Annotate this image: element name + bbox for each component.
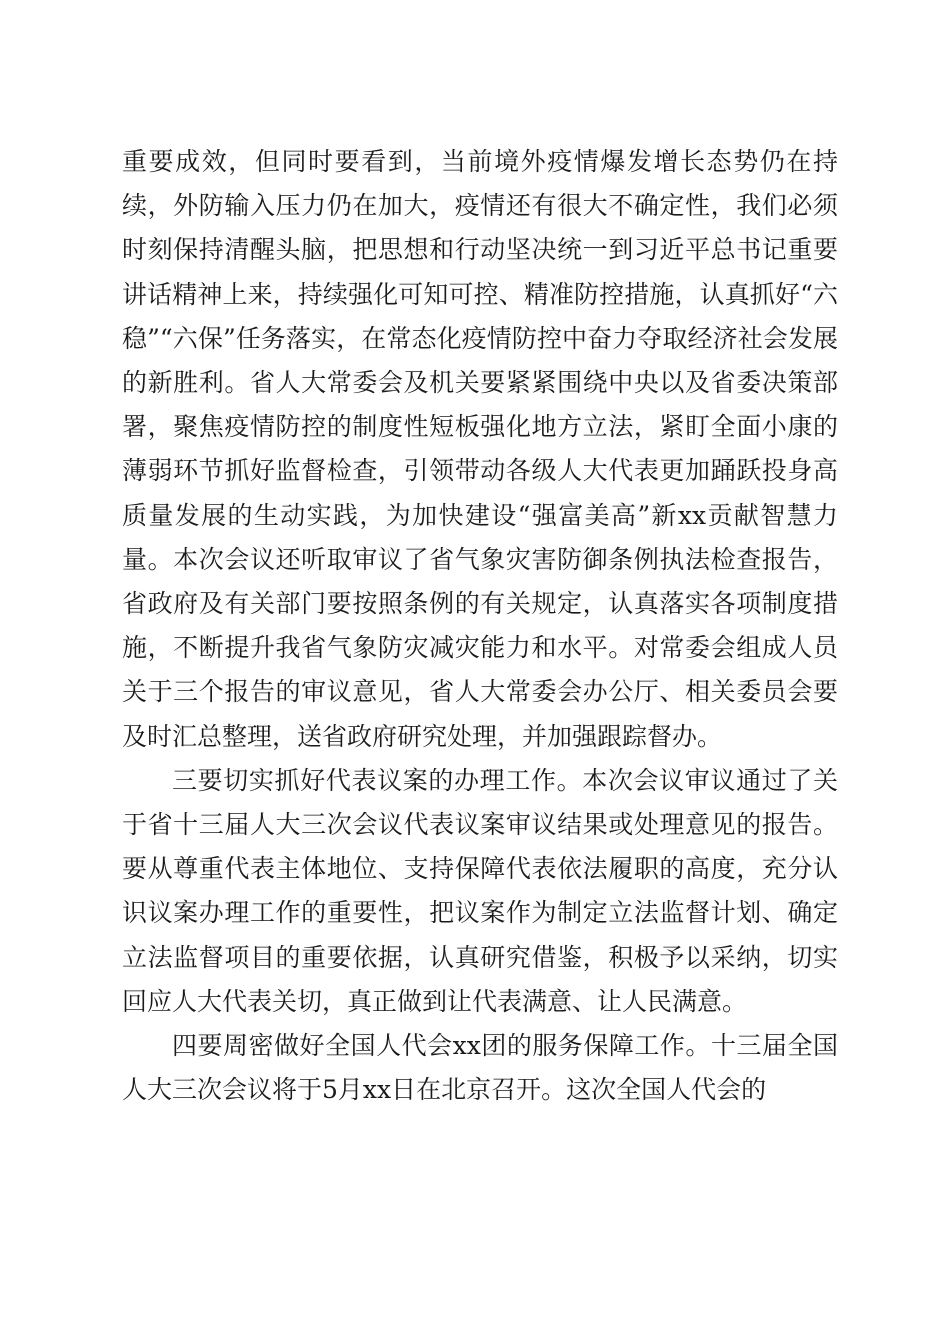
paragraph-item-four: 四要周密做好全国人代会xx团的服务保障工作。十三届全国人大三次会议将于5月xx日在北京召开。这次全国人代会的 — [122, 1031, 838, 1105]
paragraph-continued: 重要成效，但同时要看到，当前境外疫情爆发增长态势仍在持续，外防输入压力仍在加大，疫情还有很大不确定性，我们必须时刻保持清醒头脑，把思想和行动坚决统一到习近平总书记重要讲话精神上来，持续强化可知可控、精准防控措施，认真抓好“六稳”“六保”任务落实，在常态化疫情防控中奋力夺取经济社会发展的新胜利。省人大常委会及机关要紧紧围绕中央以及省委决策部署，聚焦疫情防控的制度性短板强化地方立法，紧盯全面小康的薄弱环节抓好监督检查，引领带动各级人大代表更加踊跃投身高质量发展的生动实践，为加快建设“强富美高”新xx贡献智慧力量。本次会议还听取审议了省气象灾害防御条例执法检查报告，省政府及有关部门要按照条例的有关规定，认真落实各项制度措施，不断提升我省气象防灾减灾能力和水平。对常委会组成人员关于三个报告的审议意见，省人大常委会办公厅、相关委员会要及时汇总整理，送省政府研究处理，并加强跟踪督办。 — [122, 147, 838, 751]
paragraph-item-three: 三要切实抓好代表议案的办理工作。本次会议审议通过了关于省十三届人大三次会议代表议案审议结果或处理意见的报告。要从尊重代表主体地位、支持保障代表依法履职的高度，充分认识议案办理工作的重要性，把议案作为制定立法监督计划、确定立法监督项目的重要依据，认真研究借鉴，积极予以采纳，切实回应人大代表关切，真正做到让代表满意、让人民满意。 — [122, 765, 838, 1016]
document-body — [122, 140, 838, 1112]
